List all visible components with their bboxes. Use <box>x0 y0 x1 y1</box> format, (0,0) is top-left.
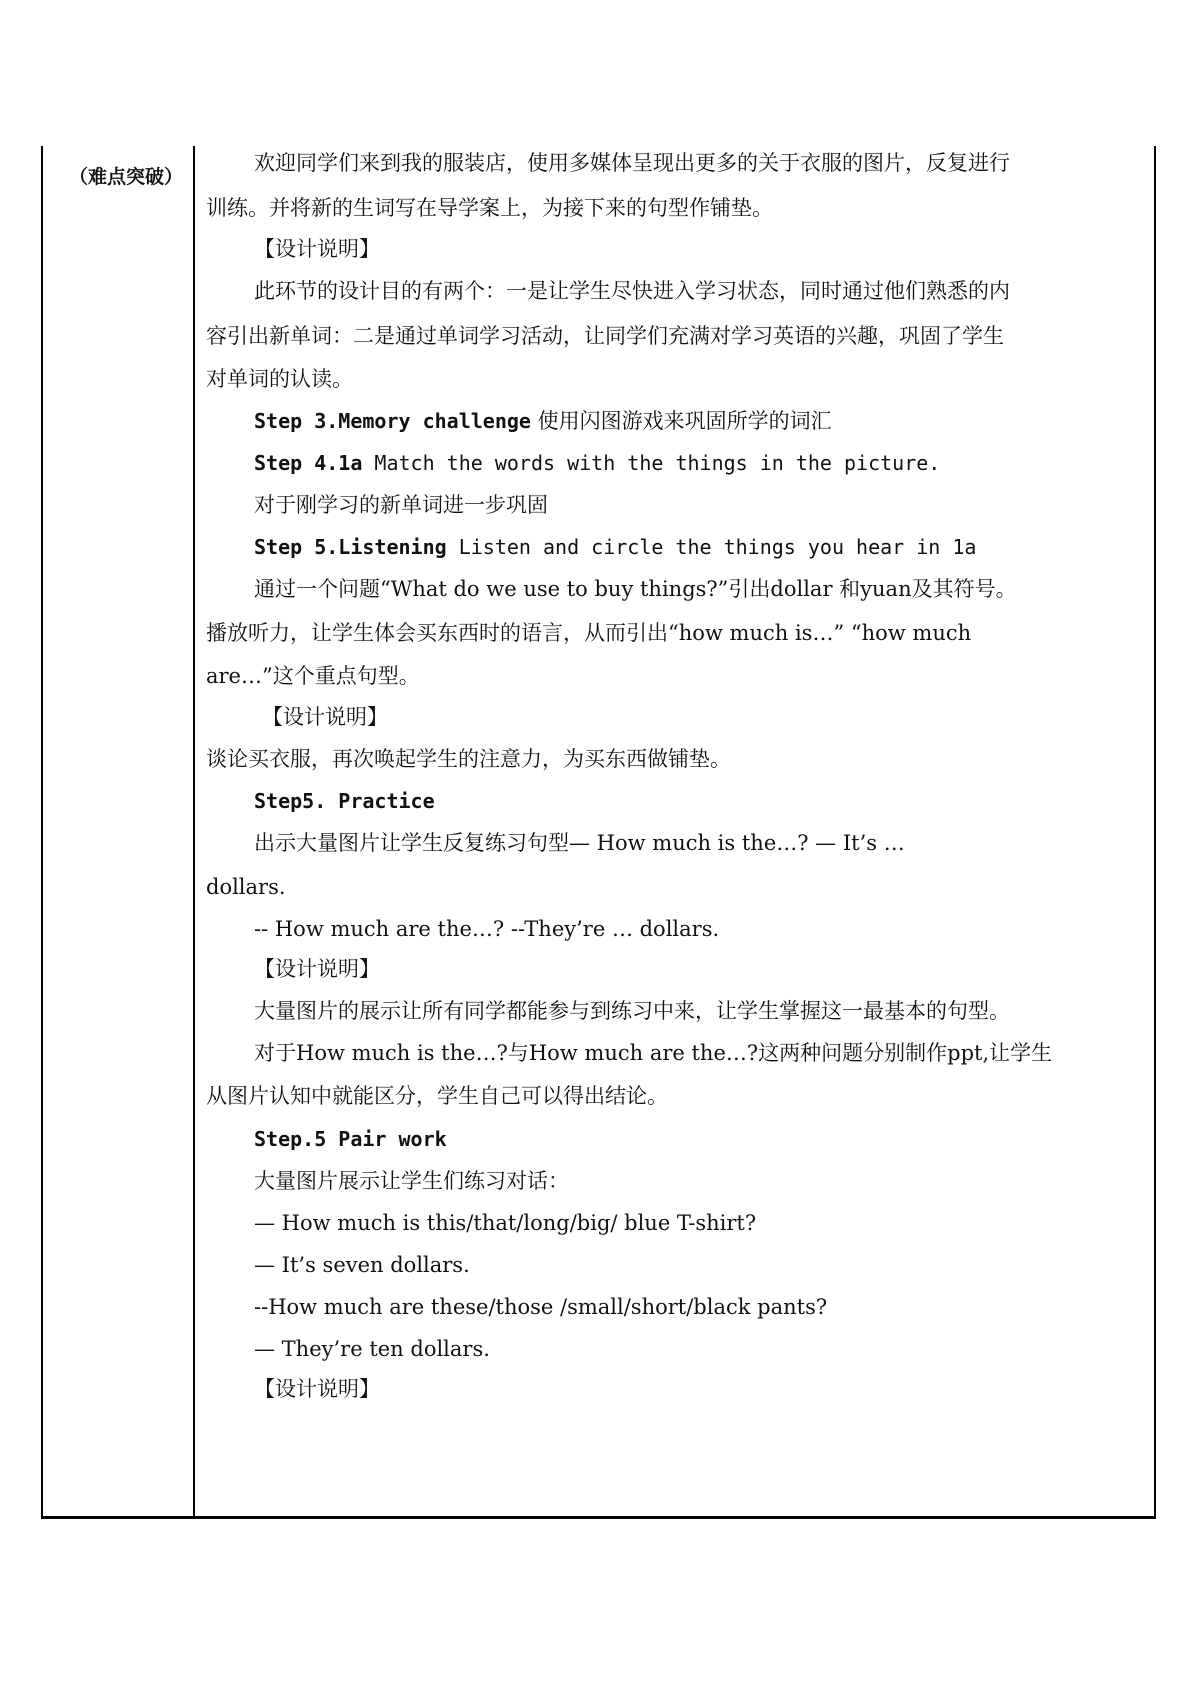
dialogue-line: --How much are these/those /small/short/black pants? <box>254 1295 828 1319</box>
listening-line: 通过一个问题“What do we use to buy things?”引出dollar 和yuan及其符号。 <box>254 577 1017 601</box>
step5-heading: Step 5.Listening <box>254 535 447 559</box>
design-note-heading: 【设计说明】 <box>254 237 380 261</box>
practice-line: dollars. <box>206 875 286 899</box>
paragraph-line: 欢迎同学们来到我的服装店，使用多媒体呈现出更多的关于衣服的图片，反复进行 <box>254 151 1010 175</box>
pair-work-line: 大量图片展示让学生们练习对话： <box>254 1169 569 1193</box>
design-note-heading: 【设计说明】 <box>254 957 380 981</box>
lesson-plan-table <box>41 146 1156 1519</box>
paragraph-line: 对单词的认读。 <box>206 367 353 391</box>
step4-line <box>254 448 940 478</box>
pair-work-heading: Step.5 Pair work <box>254 1127 447 1151</box>
paragraph-line: 此环节的设计目的有两个：一是让学生尽快进入学习状态，同时通过他们熟悉的内 <box>254 279 1010 303</box>
section-label-cell <box>43 146 195 1516</box>
dialogue-line: — How much is this/that/long/big/ blue T-shirt? <box>254 1211 757 1235</box>
practice-heading: Step5. Practice <box>254 789 435 813</box>
practice-line: 出示大量图片让学生反复练习句型— How much is the…? — It’s … <box>254 831 905 855</box>
design-note-heading: 【设计说明】 <box>254 1377 380 1401</box>
step5-text: Listen and circle the things you hear in 1a <box>446 535 977 559</box>
listening-line: are…”这个重点句型。 <box>206 664 420 688</box>
design-note-text: 大量图片的展示让所有同学都能参与到练习中来，让学生掌握这一最基本的句型。 <box>254 999 1010 1023</box>
step4-note: 对于刚学习的新单词进一步巩固 <box>254 493 548 517</box>
step3-heading: Step 3.Memory challenge <box>254 409 531 433</box>
design-note-text: 谈论买衣服，再次唤起学生的注意力，为买东西做铺垫。 <box>206 747 731 771</box>
practice-line: -- How much are the…? --They’re … dollars. <box>254 917 720 941</box>
step4-text: Match the words with the things in the picture. <box>362 451 941 475</box>
design-note-text: 从图片认知中就能区分，学生自己可以得出结论。 <box>206 1084 668 1108</box>
section-label: （难点突破） <box>69 166 184 188</box>
paragraph-line: 容引出新单词：二是通过单词学习活动，让同学们充满对学习英语的兴趣，巩固了学生 <box>206 324 1004 348</box>
step4-heading: Step 4.1a <box>254 451 363 475</box>
design-note-text: 对于How much is the…?与How much are the…?这两种问题分别制作ppt,让学生 <box>254 1041 1053 1065</box>
step3-line <box>254 406 832 436</box>
design-note-heading: 【设计说明】 <box>262 705 388 729</box>
dialogue-line: — They’re ten dollars. <box>254 1337 490 1361</box>
listening-line: 播放听力，让学生体会买东西时的语言，从而引出“how much is…” “how much <box>206 621 972 645</box>
section-content-cell <box>206 146 1186 1516</box>
paragraph-line: 训练。并将新的生词写在导学案上，为接下来的句型作铺垫。 <box>206 196 773 220</box>
dialogue-line: — It’s seven dollars. <box>254 1253 470 1277</box>
step3-text: 使用闪图游戏来巩固所学的词汇 <box>530 409 832 433</box>
step5-line <box>254 532 976 562</box>
